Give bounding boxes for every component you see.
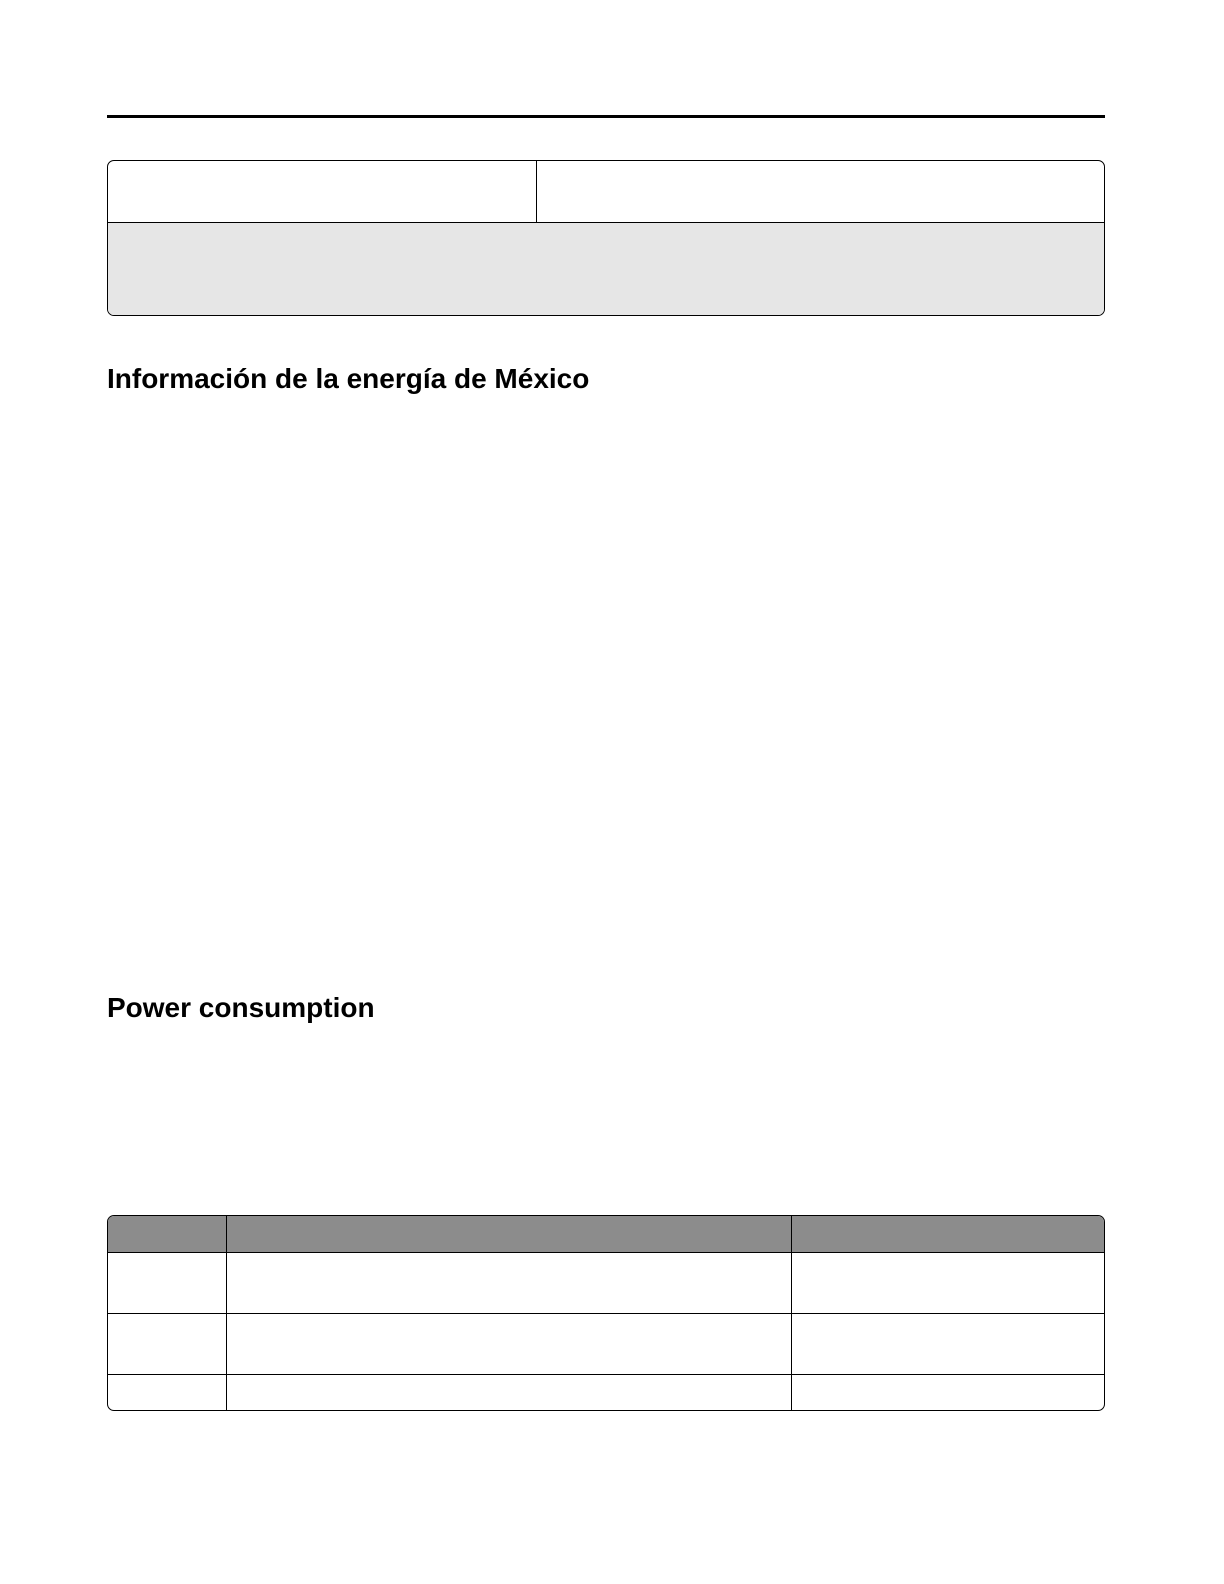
column-header-description <box>226 1216 791 1253</box>
spec-table-cell-right <box>537 161 1104 222</box>
spec-table-note-row <box>108 222 1104 315</box>
power-consumption-table <box>107 1215 1105 1411</box>
table-cell <box>791 1375 1104 1412</box>
table-cell <box>108 1314 226 1375</box>
table-row <box>108 1253 1104 1314</box>
table-cell <box>226 1253 791 1314</box>
column-header-mode <box>108 1216 226 1253</box>
table-row <box>108 1375 1104 1412</box>
column-header-power <box>791 1216 1104 1253</box>
table-cell <box>226 1375 791 1412</box>
table-cell <box>108 1253 226 1314</box>
section-heading-power-consumption: Power consumption <box>107 992 375 1023</box>
header-rule <box>107 115 1105 118</box>
table-cell <box>226 1314 791 1375</box>
table-cell <box>791 1253 1104 1314</box>
table-header-row <box>108 1216 1104 1253</box>
spec-table <box>107 160 1105 316</box>
table-cell <box>108 1375 226 1412</box>
spec-table-cell-left <box>108 161 537 222</box>
section-heading-mexico-energy: Información de la energía de México <box>107 363 590 394</box>
table-cell <box>791 1314 1104 1375</box>
table-row <box>108 1314 1104 1375</box>
